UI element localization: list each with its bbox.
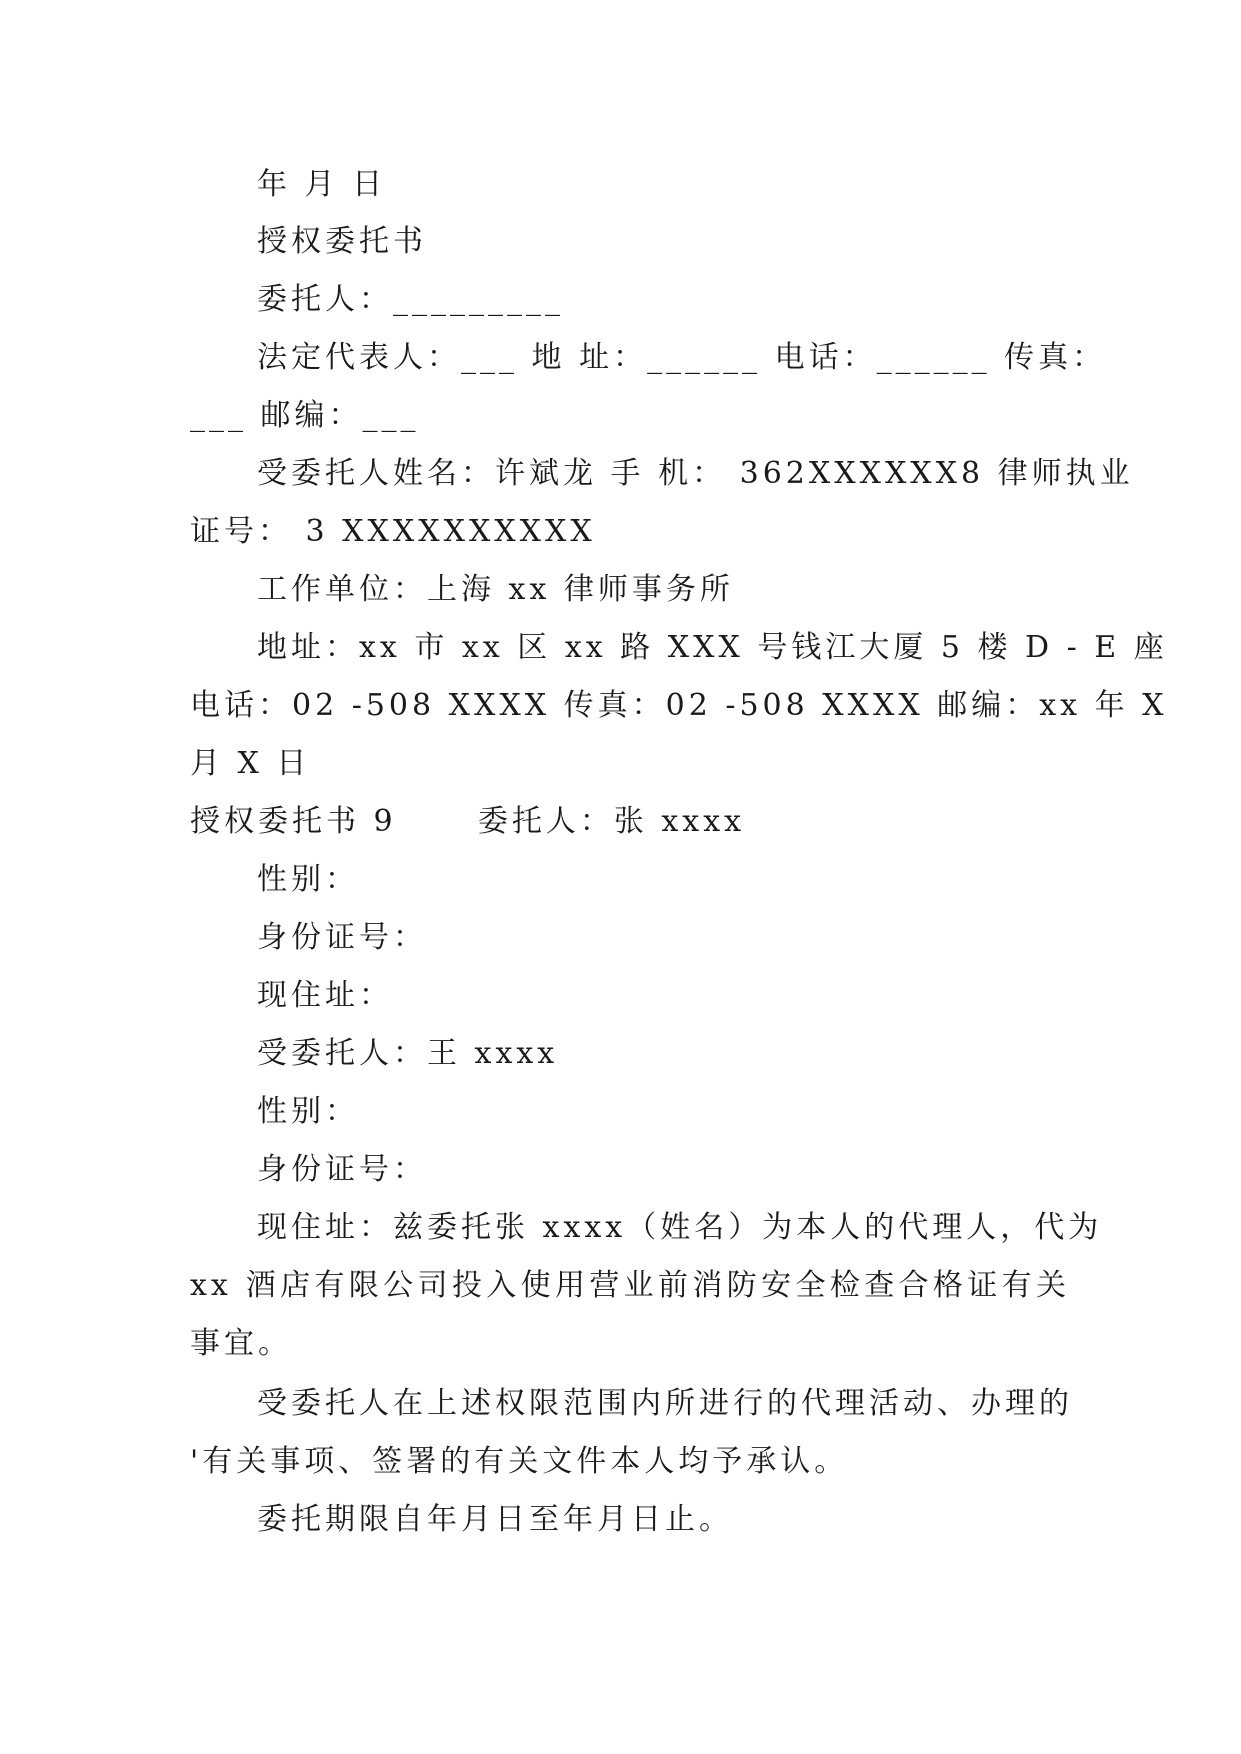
acknowledgement-line-2: '有关事项、签署的有关文件本人均予承认。 — [190, 1444, 849, 1479]
agent-gender-line: 性别： — [257, 1094, 359, 1129]
authorization-line-2: xx 酒店有限公司投入使用营业前消防安全检查合格证有关 — [190, 1268, 1070, 1303]
contact-line: 电话：02 -508 XXXX 传真：02 -508 XXXX 邮编：xx 年 X — [190, 688, 1168, 723]
postcode-line: ___ 邮编：___ — [190, 398, 420, 433]
principal-address-line: 现住址： — [257, 978, 393, 1013]
principal-line: 委托人：_________ — [257, 282, 564, 317]
legal-rep-line: 法定代表人：___ 地 址：______ 电话：______ 传真： — [257, 340, 1107, 375]
term-line: 委托期限自年月日至年月日止。 — [257, 1502, 733, 1537]
date-continuation-line: 月 X 日 — [190, 746, 311, 781]
employer-line: 工作单位：上海 xx 律师事务所 — [257, 572, 734, 607]
authorization-line-3: 事宜。 — [190, 1326, 292, 1361]
address-line: 地址：xx 市 xx 区 xx 路 XXX 号钱江大厦 5 楼 D - E 座 — [257, 630, 1168, 665]
principal-id-line: 身份证号： — [257, 920, 427, 955]
principal-gender-line: 性别： — [257, 862, 359, 897]
section-title: 授权委托书 — [257, 224, 427, 259]
date-line: 年 月 日 — [257, 167, 387, 202]
acknowledgement-line-1: 受委托人在上述权限范围内所进行的代理活动、办理的 — [257, 1386, 1073, 1421]
agent-name-line: 受委托人姓名：许斌龙 手 机： 362XXXXXX8 律师执业 — [257, 456, 1134, 491]
section-title-9: 授权委托书 9 委托人：张 xxxx — [190, 804, 746, 839]
agent-id-line: 身份证号： — [257, 1152, 427, 1187]
agent-line: 受委托人：王 xxxx — [257, 1036, 559, 1071]
authorization-line-1: 现住址：兹委托张 xxxx（姓名）为本人的代理人，代为 — [257, 1210, 1103, 1245]
license-line: 证号： 3 XXXXXXXXXX — [190, 514, 596, 549]
